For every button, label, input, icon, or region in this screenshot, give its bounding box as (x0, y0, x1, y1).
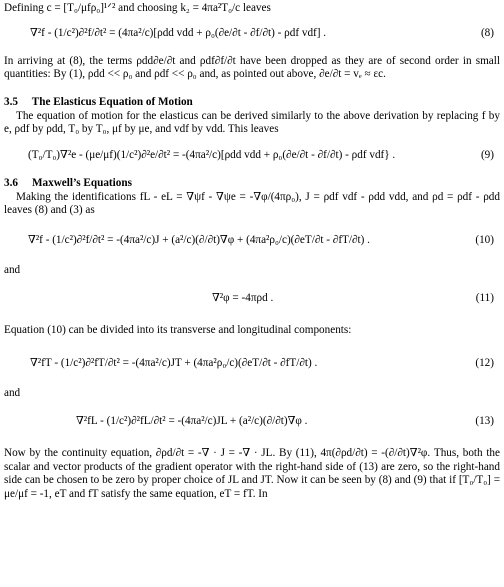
equation-12-number: (12) (475, 357, 494, 370)
equation-8-number: (8) (480, 26, 494, 39)
section-3-5-number: 3.5 (4, 95, 18, 108)
equation-9-number: (9) (480, 148, 494, 161)
equation-13-body: ∇²fL - (1/c²)∂²fL/∂t² = -(4πa²/c)JL + (a²/c)(∂/∂t)∇φ . (76, 414, 308, 427)
equation-9-body: (T₀/T₀)∇²e - (μe/μf)(1/c²)∂²e/∂t² = -(4πa²/c)[ρdd vdd + ρ₀(∂e/∂t - ∂f/∂t) - ρdf vdf} . (28, 148, 396, 161)
equation-11 (4, 292, 500, 306)
section-heading-3-5 (4, 96, 500, 110)
equation-12 (4, 357, 500, 371)
paper-page (4, 2, 500, 502)
equation-10-body: ∇²f - (1/c²)∂²f/∂t² = -(4πa²/c)J + (a²/c)(∂/∂t)∇φ + (4πa²ρ₀/c)(∂eT/∂t - ∂fT/∂t) . (28, 233, 370, 246)
paragraph-arriving: In arriving at (8), the terms ρdd∂e/∂t and ρdf∂f/∂t have been dropped as they are of second order in small quantities: By (1), ρdd << ρ₀ and ρdf << ρ₀ and, as pointed out above, ∂e/∂t = vₑ ≈ εc. (4, 54, 500, 81)
equation-11-number: (11) (475, 291, 494, 304)
and-text-1: and (4, 263, 21, 276)
section-heading-3-6 (4, 177, 500, 191)
equation-13-number: (13) (475, 414, 494, 427)
paragraph-eq10: Equation (10) can be divided into its transverse and longitudinal components: (4, 323, 352, 336)
section-3-6-number: 3.6 (4, 176, 18, 189)
and-text-2: and (4, 387, 21, 400)
paragraph-defining: Defining c = [T₀/μfρ₀]¹ᐟ² and choosing k₂ = 4πa²T₀/c leaves (4, 2, 271, 14)
equation-9 (4, 149, 500, 163)
equation-10-number: (10) (475, 233, 494, 246)
equation-8-body: ∇²f - (1/c²)∂²f/∂t² = (4πa²/c)[ρdd vdd + ρ₀(∂e/∂t - ∂f/∂t) - ρdf vdf] . (30, 26, 327, 39)
equation-12-body: ∇²fT - (1/c²)∂²fT/∂t² = -(4πa²/c)JT + (4πa²ρ₀/c)(∂eT/∂t - ∂fT/∂t) . (30, 357, 318, 370)
paragraph-final: Now by the continuity equation, ∂ρd/∂t = -∇ · J = -∇ · JL. By (11), 4π(∂ρd/∂t) = -(∂/∂t)∇²φ. Thus, both the scalar and vector products of the gradient operator with the right-hand side of (13) are zero, so the right-hand side can be chosen to be zero by proper choice of JL and JT. Now it can be seen by (8) and (9) that if [T₀/T₀] = μe/μf = -1, eT and fT satisfy the same equation, eT = fT. In (4, 446, 500, 500)
section-3-5-title: The Elasticus Equation of Motion (31, 95, 193, 108)
equation-8 (4, 27, 500, 41)
section-3-6-title: Maxwell’s Equations (31, 176, 132, 189)
equation-10 (4, 234, 500, 248)
equation-13 (4, 415, 500, 429)
equation-11-body: ∇²φ = -4πρd . (212, 291, 274, 304)
paragraph-3-6: Making the identifications fL - eL = ∇ψf - ∇ψe = -∇φ/(4πρ₀), J = ρdf vdf - ρdd vdd, and ρd = ρdf - ρdd leaves (8) and (3) as (4, 190, 500, 217)
paragraph-3-5: The equation of motion for the elasticus can be derived similarly to the above derivation by replacing f by e, ρdf by ρdd, T₀ by T₀, μf by μe, and vdf by vdd. This leaves (4, 109, 500, 136)
